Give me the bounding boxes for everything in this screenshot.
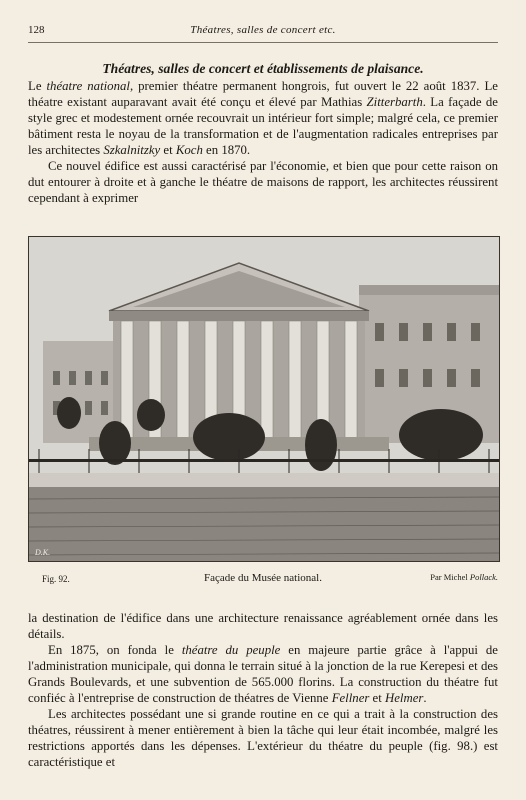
text-run: En 1875, on fonda le [48, 643, 182, 657]
text-run: . La façade de style grec et modestement ornée recouvrait un intérieur fort simple; malgré cela, ce premier bâtiment resta le noyau de la transformation et de l'augmentation radicales entreprises par les architectes [28, 95, 498, 157]
photo-signature: D.K. [35, 548, 51, 557]
paragraph-theatre-national [28, 78, 498, 158]
italic-run: Koch [175, 143, 203, 157]
figure-caption [28, 570, 498, 588]
running-head [28, 24, 498, 42]
section-heading: Théatres, salles de concert et établissements de plaisance. [102, 61, 424, 76]
figure-title: Façade du Musée national. [204, 572, 322, 584]
italic-run: Zitterbarth [366, 95, 423, 109]
text-run: en 1870. [202, 143, 251, 157]
figure-credit [430, 572, 498, 582]
page-number: 128 [28, 24, 45, 36]
text-run: et [160, 143, 176, 157]
italic-run: théatre national [46, 79, 130, 93]
paragraph-nouvel-edifice: Ce nouvel édifice est aussi caractérisé par l'économie, et bien que pour cette raison on dut entourer à droite et à ganche le théatre de maisons de rapport, les architectes réussirent cependant à exprimer [28, 159, 498, 205]
italic-run: Szkalnitzky [103, 143, 161, 157]
italic-run: Fellner [331, 691, 370, 705]
paragraph-destination: la destination de l'édifice dans une architecture renaissance agréablement ornée dans les détails. [28, 611, 498, 641]
top-text-block [28, 60, 498, 206]
credit-name: Pollack. [469, 572, 498, 582]
text-run: en majeure partie grâce à l'appui de l'administration municipale, qui donna le terrain situé à la jonction de la rue Kerepesi et des Grands Boulevards, et une subvention de 565.000 florins. La construction du théatre fut confiéc à l'entreprise de construction de théatres de Vienne [28, 643, 498, 705]
facade-illustration [29, 237, 499, 561]
text-run: Le [28, 79, 47, 93]
italic-run: Helmer [385, 691, 424, 705]
figure-number: Fig. 92. [42, 574, 70, 584]
museum-facade-photo [28, 236, 500, 562]
text-run: . [423, 691, 427, 705]
paragraph-theatre-du-peuple [28, 642, 498, 706]
italic-run: théatre du peuple [181, 643, 281, 657]
text-run: et [369, 691, 385, 705]
bottom-text-block [28, 610, 498, 770]
running-title: Théatres, salles de concert etc. [190, 24, 336, 36]
text-run: , premier théatre permanent hongrois, fut ouvert le 22 août 1837. Le théatre existant auparavant avait été conçu et élevé par Mathias [28, 79, 498, 109]
credit-prefix: Par Michel [430, 572, 470, 582]
paragraph-architectes: Les architectes possédant une si grande routine en ce qui a trait à la construction des théatres, réussirent à mener entièrement à bien la tâche qui leur était incombée, malgré les restrictions apportés dans les dépenses. L'extérieur du théatre du peuple (fig. 98.) est caractéristique et [28, 707, 498, 769]
header-rule [28, 42, 498, 43]
